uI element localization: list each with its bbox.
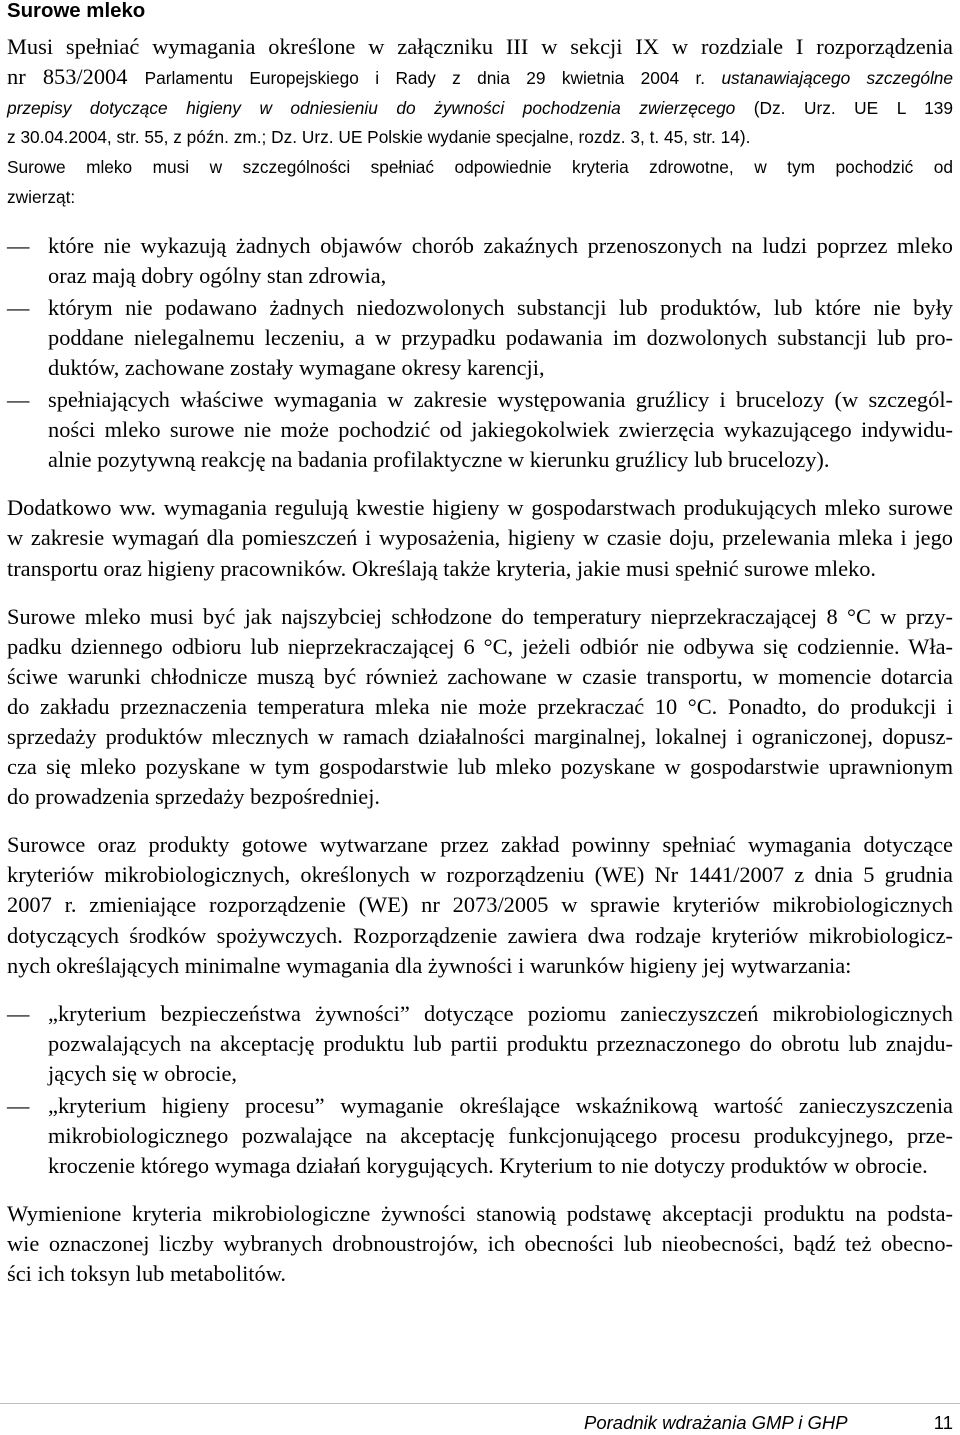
paragraph-line: ści ich toksyn lub metabolitów. [7,1261,287,1287]
list-item-line: kroczenie którego wymaga działań korygujących. Kryterium to nie dotyczy produktów w obrocie. [48,1153,928,1179]
list-item [7,385,953,475]
list-item-line: jących się w obrocie, [48,1060,237,1086]
paragraph-line: w zakresie wymagań dla pomieszczeń i wyposażenia, higieny w czasie doju, przelewania mleka i jego [7,525,953,551]
list-item [7,293,953,383]
paragraph-line [7,62,953,92]
list-item-line: „kryterium higieny procesu” wymaganie określające wskaźnikową wartość zanieczyszczenia [48,1093,953,1118]
paragraph-line: kryteriów mikrobiologicznych, określonych w rozporządzeniu (WE) Nr 1441/2007 z dnia 5 grudnia [7,862,953,888]
list-item-line: „kryterium bezpieczeństwa żywności” dotyczące poziomu zanieczyszczeń mikrobiologicznych [48,1000,953,1026]
paragraph-line: Dodatkowo ww. wymagania regulują kwestie higieny w gospodarstwach produkujących mleko surowe [7,495,953,521]
list-item-line: które nie wykazują żadnych objawów chorób zakaźnych przenoszonych na ludzi poprzez mleko [48,232,953,258]
paragraph-line: transportu oraz higieny pracowników. Określają także kryteria, jakie musi spełnić surowe mleko. [7,555,877,581]
intro-paragraph [7,32,953,213]
regulation-title-part: ustanawiającego szczególne [721,68,954,89]
paragraph-line: zwierząt: [7,187,76,208]
list-item-line: ności mleko surowe nie może pochodzić od jakiegokolwiek zwierzęcia wykazującego indywidu- [48,417,953,443]
footer-rule [0,1403,960,1404]
list-item-text [48,1091,953,1181]
list-item-line: którym nie podawano żadnych niedozwolonych substancji lub produktów, lub które nie były [48,294,953,320]
paragraph-line: nych określających minimalne wymagania dla żywności i warunków higieny jej wytwarzania: [7,952,852,978]
list-item-line: oraz mają dobry ogólny stan zdrowia, [48,262,387,288]
document-page [7,0,953,1308]
criteria-list [7,999,953,1182]
list-item [7,1091,953,1181]
paragraph-line: Surowe mleko musi być jak najszybciej schłodzone do temperatury nieprzekraczającej 8 °C w przy- [7,603,953,629]
hygiene-paragraph [7,493,953,583]
regulation-citation: (Dz. Urz. UE L 139 [735,98,953,119]
paragraph-line: dotyczących środków spożywczych. Rozporządzenie zawiera dwa rodzaje kryteriów mikrobiologicz- [7,922,953,948]
list-marker: — [7,1093,30,1118]
paragraph-line: Surowe mleko musi w szczególności spełniać odpowiednie kryteria zdrowotne, w tym pochodzić od [7,157,953,178]
list-marker: — [7,232,30,258]
temperature-paragraph [7,602,953,813]
paragraph-line: Surowce oraz produkty gotowe wytwarzane przez zakład powinny spełniać wymagania dotyczące [7,832,953,858]
paragraph-line: ściwe warunki chłodnicze muszą być również zachowane w czasie transportu, w momencie dotarcia [7,663,953,689]
list-marker: — [7,294,30,320]
final-paragraph [7,1199,953,1289]
footer-title: Poradnik wdrażania GMP i GHP [584,1412,848,1433]
list-item-text [48,231,953,291]
list-item-text [48,385,953,475]
regulation-title-part: przepisy dotyczące higieny w odniesieniu do żywności pochodzenia zwierzęcego [7,98,736,119]
paragraph-line: wie oznaczonej liczby wybranych drobnoustrojów, ich obecności lub nieobecności, bądź też obecno- [7,1231,953,1257]
page-number: 11 [933,1412,953,1433]
list-item-line: mikrobiologicznego pozwalające na akceptację funkcjonującego procesu produkcyjnego, prze- [48,1123,953,1149]
list-item-text [48,293,953,383]
regulation-number: nr 853/2004 [7,64,145,90]
paragraph-line: do zakładu przeznaczenia temperatura mleka nie może przekraczać 10 °C. Ponadto, do produkcji i [7,693,953,719]
list-item-line: duktów, zachowane zostały wymagane okresy karencji, [48,354,545,380]
paragraph-line: cza się mleko pozyskane w tym gospodarstwie lub mleko pozyskane w gospodarstwie uprawnionym [7,754,953,780]
section-heading: Surowe mleko [7,0,146,22]
list-item-line: spełniających właściwe wymagania w zakresie występowania gruźlicy i brucelozy (w szczegól- [48,387,953,413]
regulation-issuer: Parlamentu Europejskiego i Rady z dnia 29 kwietnia 2004 r. [144,68,722,89]
paragraph-line: sprzedaży produktów mlecznych w ramach działalności marginalnej, lokalnej i ograniczonej, dopusz- [7,723,953,749]
paragraph-line [7,92,953,122]
list-item-line: alnie pozytywną reakcję na badania profilaktyczne w kierunku gruźlicy lub brucelozy). [48,447,830,473]
list-item [7,231,953,291]
list-marker: — [7,387,30,413]
paragraph-line: do prowadzenia sprzedaży bezpośredniej. [7,784,381,810]
list-item-text [48,999,953,1089]
requirements-list [7,231,953,476]
paragraph-line: Wymienione kryteria mikrobiologiczne żywności stanowią podstawę akceptacji produktu na podsta- [7,1201,953,1227]
list-item-line: poddane nielegalnemu leczeniu, a w przypadku podawania im dozwolonych substancji lub pro- [48,324,953,350]
list-marker: — [7,1000,30,1026]
paragraph-line: 2007 r. zmieniające rozporządzenie (WE) nr 2073/2005 w sprawie kryteriów mikrobiologicznych [7,892,953,918]
paragraph-line: padku dziennego odbioru lub nieprzekraczającej 6 °C, jeżeli odbiór nie odbywa się codziennie. Wła- [7,633,953,659]
list-item [7,999,953,1089]
paragraph-line: Musi spełniać wymagania określone w załączniku III w sekcji IX w rozdziale I rozporządzenia [7,34,953,59]
regulation-citation-line: z 30.04.2004, str. 55, z późn. zm.; Dz. Urz. UE Polskie wydanie specjalne, rozdz. 3, t. 45, str. 14). [7,127,751,148]
criteria-paragraph [7,830,953,980]
list-item-line: pozwalających na akceptację produktu lub partii produktu przeznaczonego do obrotu lub znajdu- [48,1030,953,1056]
